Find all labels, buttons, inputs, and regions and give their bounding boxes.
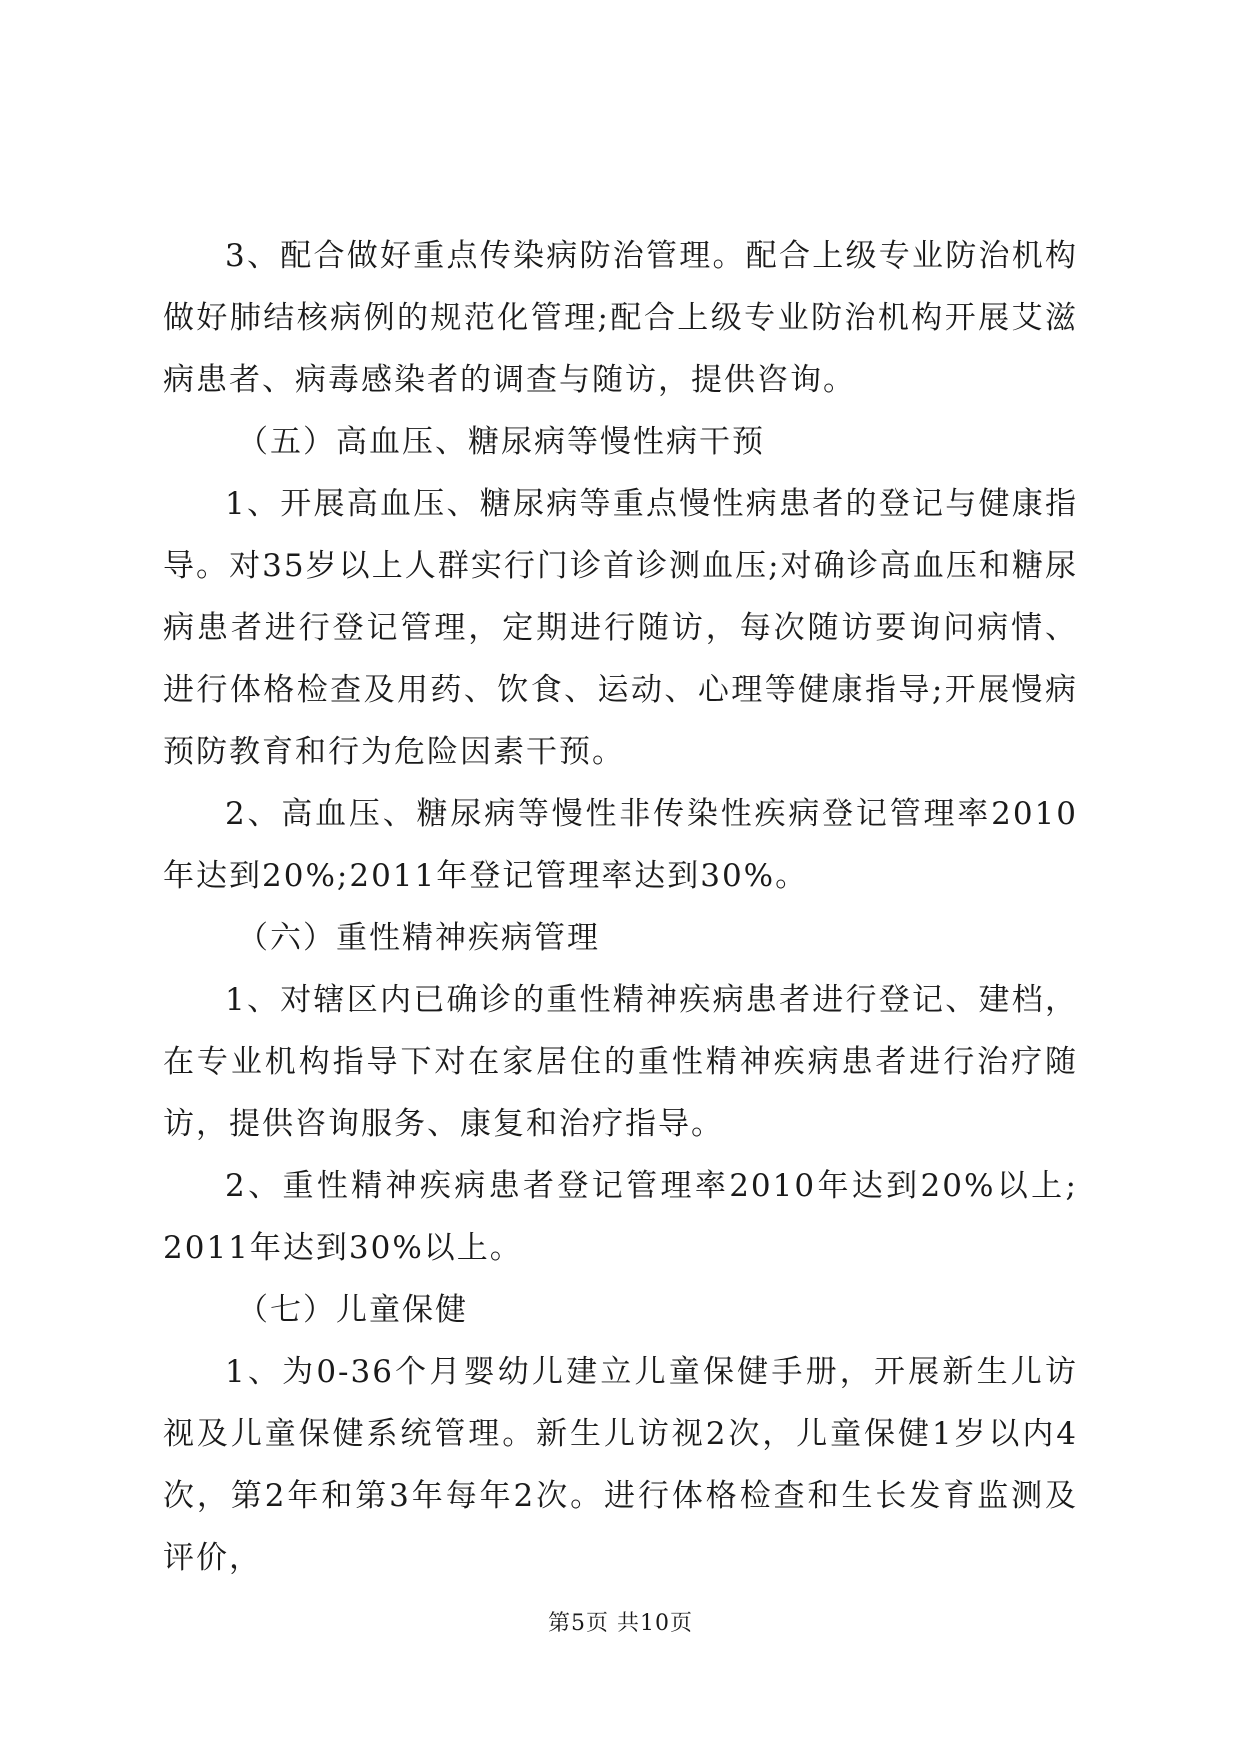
document-body [163, 225, 1078, 1589]
paragraph-chronic-registration: 1、开展高血压、糖尿病等重点慢性病患者的登记与健康指导。对35岁以上人群实行门诊首诊测血压;对确诊高血压和糖尿病患者进行登记管理，定期进行随访，每次随访要询问病情、进行体格检查及用药、饮食、运动、心理等健康指导;开展慢病预防教育和行为危险因素干预。 [163, 486, 1078, 770]
section-heading-chronic-disease: （五）高血压、糖尿病等慢性病干预 [237, 424, 765, 460]
page-footer: 第5页 共10页 [548, 1611, 693, 1636]
paragraph-mental-registration: 1、对辖区内已确诊的重性精神疾病患者进行登记、建档，在专业机构指导下对在家居住的重性精神疾病患者进行治疗随访，提供咨询服务、康复和治疗指导。 [163, 982, 1078, 1142]
paragraph-infectious-disease: 3、配合做好重点传染病防治管理。配合上级专业防治机构做好肺结核病例的规范化管理;配合上级专业防治机构开展艾滋病患者、病毒感染者的调查与随访，提供咨询。 [163, 238, 1078, 398]
section-heading-child-health: （七）儿童保健 [237, 1292, 468, 1328]
section-heading-mental-illness: （六）重性精神疾病管理 [237, 920, 600, 956]
paragraph-chronic-rate: 2、高血压、糖尿病等慢性非传染性疾病登记管理率2010年达到20%;2011年登记管理率达到30%。 [163, 796, 1078, 894]
paragraph-mental-rate: 2、重性精神疾病患者登记管理率2010年达到20%以上; 2011年达到30%以上。 [163, 1168, 1078, 1266]
paragraph-child-health: 1、为0-36个月婴幼儿建立儿童保健手册，开展新生儿访视及儿童保健系统管理。新生儿访视2次，儿童保健1岁以内4次，第2年和第3年每年2次。进行体格检查和生长发育监测及评价， [163, 1354, 1078, 1576]
